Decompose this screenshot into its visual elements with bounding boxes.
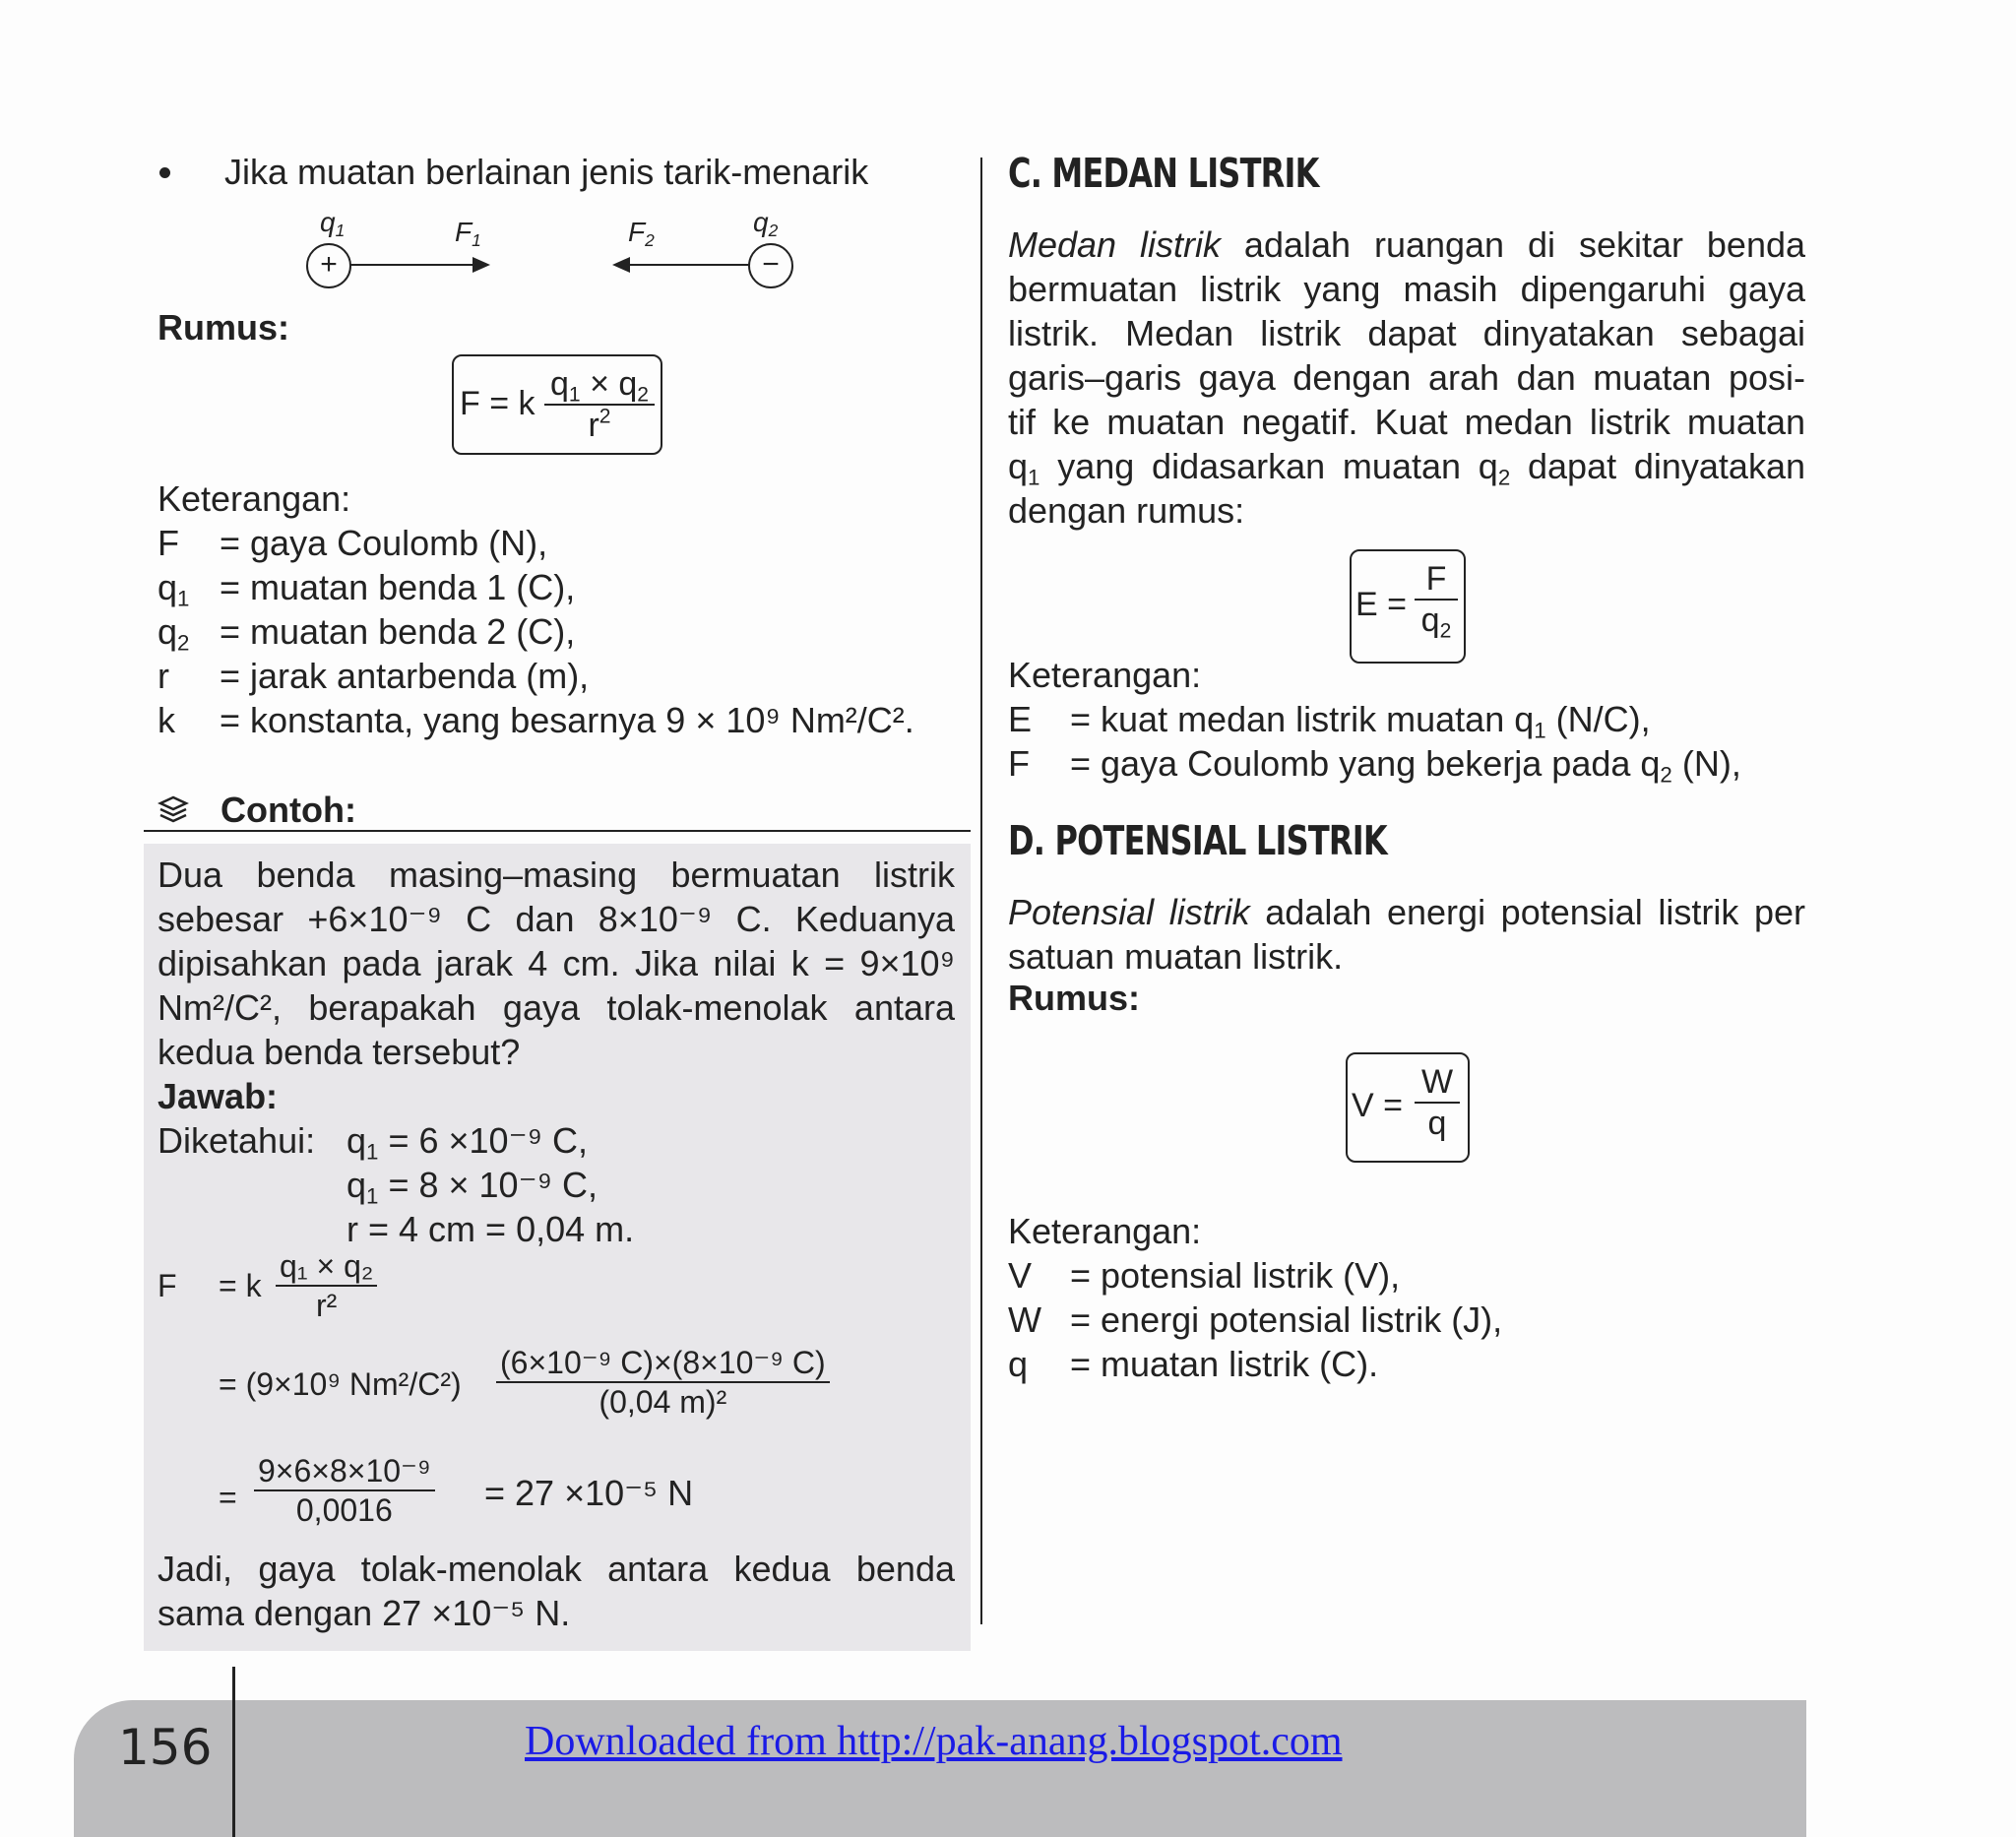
keterangan-row: $q_2$ = muatan benda 2 (C), <box>158 611 576 656</box>
step1-lhs: F <box>158 1268 177 1303</box>
download-link[interactable]: Downloaded from http://pak-anang.blogspot.com <box>525 1719 1343 1764</box>
keterangan-row: W = energi potensial listrik (J), <box>1008 1299 1503 1340</box>
step2-fraction <box>496 1344 830 1421</box>
step2-denominator: (0,04 m)² <box>496 1381 830 1421</box>
jawab-label: Jawab: <box>158 1076 279 1116</box>
section-d-title: D. POTENSIAL LISTRIK <box>1008 817 1387 864</box>
question-line: Dua benda masing–masing bermuatan listrik <box>158 855 955 895</box>
keterangan-row: q = muatan listrik (C). <box>1008 1344 1379 1384</box>
known-values <box>346 1118 634 1251</box>
formula-lhs: E = <box>1355 586 1407 623</box>
step3-eq: = <box>219 1480 237 1515</box>
step1-eq: = k <box>219 1268 262 1303</box>
contoh-underline <box>144 830 971 832</box>
section-c-title: C. MEDAN LISTRIK <box>1008 150 1319 197</box>
f1-arrow <box>349 264 477 266</box>
bullet-text: Jika muatan berlainan jenis tarik-menarik <box>224 152 869 192</box>
paragraph-line: satuan muatan listrik. <box>1008 936 1344 977</box>
keterangan-label-c: Keterangan: <box>1008 655 1202 695</box>
example-conclusion <box>158 1547 955 1635</box>
conclusion-line: Jadi, gaya tolak-menolak antara kedua benda <box>158 1549 955 1589</box>
page-number: 156 <box>118 1719 213 1776</box>
keterangan-row: F = gaya Coulomb (N), <box>158 523 548 563</box>
known-row: $q_1 = 6 \times 10^{-9}$ C, <box>346 1120 588 1165</box>
keterangan-list-left <box>158 521 914 742</box>
charge-diagram <box>295 207 807 295</box>
paragraph-line: bermuatan listrik yang masih dipengaruhi gaya <box>1008 269 1805 309</box>
step1-denominator: r² <box>276 1285 377 1324</box>
paragraph-line: Potensial listrik adalah energi potensial listrik per <box>1008 892 1805 932</box>
conclusion-line: sama dengan 27 ×10⁻⁵ N. <box>158 1593 571 1633</box>
keterangan-row: V = potensial listrik (V), <box>1008 1255 1401 1296</box>
step2-eq: = (9×10⁹ Nm²/C²) <box>219 1366 462 1402</box>
f2-label: $F_2$ <box>628 217 655 251</box>
step2-numerator: (6×10⁻⁹ C)×(8×10⁻⁹ C) <box>500 1345 826 1380</box>
formula-numerator: F <box>1425 560 1447 598</box>
step3-denominator: 0,0016 <box>254 1489 435 1529</box>
formula-numerator: $q_1 \times q_2$ <box>549 365 650 407</box>
paragraph-line: listrik. Medan listrik dapat dinyatakan sebagai <box>1008 313 1805 353</box>
example-question <box>158 853 955 1118</box>
formula-lhs: V = <box>1352 1087 1403 1124</box>
formula-lhs: F = k <box>460 385 536 422</box>
section-d-paragraph <box>1008 890 1805 979</box>
book-stack-icon <box>158 793 189 825</box>
keterangan-list-c <box>1008 697 1741 786</box>
paragraph-line: garis–garis gaya dengan arah dan muatan posi- <box>1008 357 1805 398</box>
q1-label: $q_1$ <box>320 207 346 241</box>
keterangan-row: $q_1$ = muatan benda 1 (C), <box>158 567 576 611</box>
keterangan-list-d <box>1008 1253 1502 1386</box>
formula-denominator: $r^2$ <box>544 404 655 445</box>
step1-fraction <box>276 1247 377 1324</box>
f2-arrow <box>625 264 749 266</box>
keterangan-row: E = kuat medan listrik muatan $q_1$ (N/C), <box>1008 699 1651 743</box>
q2-charge-circle: − <box>748 243 793 288</box>
question-line: dipisahkan pada jarak 4 cm. Jika nilai k = 9×10⁹ <box>158 943 955 983</box>
step3-result: = 27 ×10⁻⁵ N <box>484 1473 694 1513</box>
keterangan-label-left: Keterangan: <box>158 478 351 519</box>
f1-arrowhead-icon <box>472 257 490 273</box>
formula-denominator: $q_2$ <box>1415 599 1458 640</box>
question-line: kedua benda tersebut? <box>158 1032 521 1072</box>
formula-numerator: W <box>1420 1063 1454 1101</box>
diketahui-label: Diketahui: <box>158 1120 316 1161</box>
step3-numerator: 9×6×8×10⁻⁹ <box>258 1453 431 1489</box>
keterangan-row: k = konstanta, yang besarnya 9 × 10⁹ Nm²/C². <box>158 700 914 740</box>
step1-numerator: q₁ × q₂ <box>280 1248 374 1284</box>
electric-field-formula-box <box>1350 549 1466 664</box>
question-line: sebesar +6×10⁻⁹ C dan 8×10⁻⁹ C. Keduanya <box>158 899 955 939</box>
keterangan-row: r = jarak antarbenda (m), <box>158 656 590 696</box>
known-row: r = 4 cm = 0,04 m. <box>346 1209 635 1249</box>
keterangan-label-d: Keterangan: <box>1008 1211 1202 1251</box>
footer-divider <box>232 1667 235 1837</box>
section-c-paragraph <box>1008 222 1805 533</box>
bullet-icon <box>159 167 170 178</box>
column-divider <box>980 158 982 1624</box>
coulomb-formula-box <box>452 354 662 455</box>
paragraph-line: dengan rumus: <box>1008 490 1245 531</box>
step3-fraction <box>254 1452 435 1529</box>
contoh-label: Contoh: <box>220 790 356 830</box>
keterangan-row: F = gaya Coulomb yang bekerja pada $q_2$ (N), <box>1008 743 1741 788</box>
formula-denominator: q <box>1415 1102 1460 1143</box>
potential-formula-box <box>1346 1052 1470 1163</box>
q2-label: $q_2$ <box>753 207 779 241</box>
q1-charge-circle: + <box>306 243 351 288</box>
paragraph-line: Medan listrik adalah ruangan di sekitar benda <box>1008 224 1806 265</box>
paragraph-line: $q_1$ yang didasarkan muatan $q_2$ dapat dinyatakan <box>1008 446 1805 490</box>
known-row: $q_1 = 8 \times 10^{-9}$ C, <box>346 1165 598 1209</box>
rumus-label-d: Rumus: <box>1008 978 1140 1018</box>
example-box <box>144 844 971 1651</box>
rumus-label: Rumus: <box>158 307 289 348</box>
paragraph-line: tif ke muatan negatif. Kuat medan listrik muatan <box>1008 402 1805 442</box>
f1-label: $F_1$ <box>455 217 481 251</box>
question-line: Nm²/C², berapakah gaya tolak-menolak antara <box>158 987 955 1028</box>
